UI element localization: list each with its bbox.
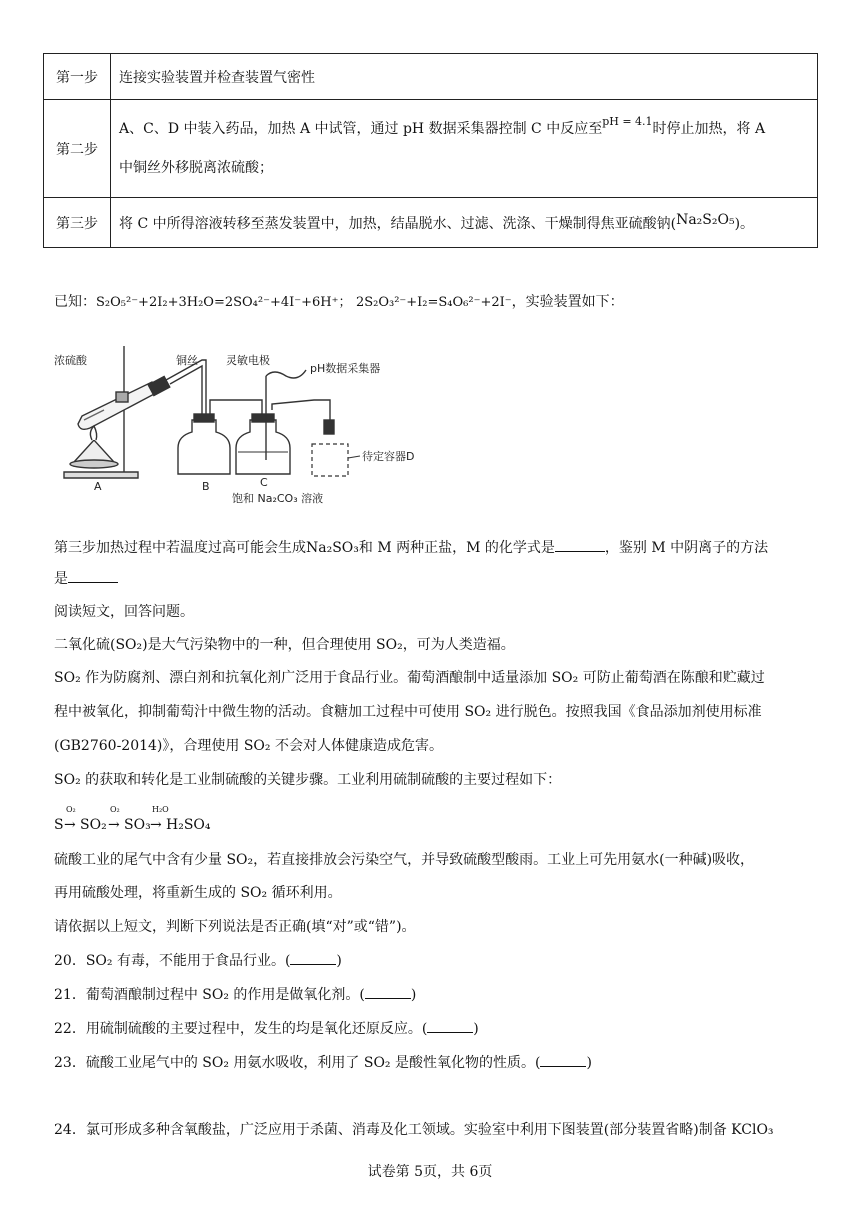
answer-blank-21[interactable]: [365, 986, 411, 999]
answer-blank-22[interactable]: [427, 1020, 473, 1033]
answer-blank-method[interactable]: [68, 570, 118, 583]
passage-p1: 二氧化硫(SO₂)是大气污染物中的一种，但合理使用 SO₂，可为人类造福。: [54, 637, 515, 653]
item-text: 葡萄酒酿制过程中 SO₂ 的作用是做氧化剂。(: [85, 987, 365, 1003]
item-paren: ): [473, 1021, 479, 1037]
question-text: 第三步加热过程中若温度过高可能会生成: [54, 540, 306, 556]
item-paren: ): [336, 953, 342, 969]
species-h2so4: H₂SO₄: [166, 817, 211, 833]
species-so3: SO₃: [124, 817, 151, 833]
item-text: 硫酸工业尾气中的 SO₂ 用氨水吸收，利用了 SO₂ 是酸性氧化物的性质。(: [85, 1055, 541, 1071]
label-c: C: [260, 476, 268, 489]
species-so2: SO₂: [80, 817, 107, 833]
arrow-icon: →: [108, 817, 120, 833]
passage-p5: 请依据以上短文，判断下列说法是否正确(填“对”或“错”)。: [54, 919, 416, 935]
step-row-2: [44, 100, 818, 198]
item-21: [54, 985, 416, 1005]
question-24: 24．氯可形成多种含氧酸盐，广泛应用于杀菌、消毒及化工领域。实验室中利用下图装置(部分装置省略)制备 KClO₃: [54, 1122, 774, 1138]
arrow-icon: →: [64, 817, 76, 833]
step-label: 第二步: [44, 100, 111, 198]
item-text: SO₂ 有毒，不能用于食品行业。(: [85, 953, 291, 969]
item-paren: ): [586, 1055, 592, 1071]
equation-2: 2S₂O₃²⁻+I₂=S₄O₆²⁻+2I⁻: [355, 295, 512, 310]
step-text-part: A、C、D 中装入药品，加热 A 中试管，通过 pH 数据采集器控制 C 中反应至: [119, 121, 603, 137]
item-number: 23．: [54, 1055, 86, 1071]
ph-value: pH = 4.1: [602, 115, 653, 128]
page-footer: 试卷第 5页，共 6页: [367, 1164, 493, 1180]
label-a: A: [94, 480, 102, 493]
passage-p2c: (GB2760-2014)》，合理使用 SO₂ 不会对人体健康造成危害。: [54, 738, 443, 754]
reagent-h2o: H₂O: [152, 805, 169, 814]
item-number: 20．: [54, 953, 86, 969]
passage-p3: SO₂ 的获取和转化是工业制硫酸的关键步骤。工业利用硫制硫酸的主要过程如下：: [54, 772, 562, 788]
question-line-2: [54, 569, 118, 589]
step-label: 第三步: [44, 198, 111, 248]
step-row-3: [44, 198, 818, 248]
arrow-icon: →: [150, 817, 162, 833]
label-acid: 浓硫酸: [54, 354, 87, 367]
answer-blank-23[interactable]: [540, 1054, 586, 1067]
label-b: B: [202, 480, 210, 493]
step-text-part: 时停止加热，将 A: [652, 121, 766, 137]
step-text: [111, 198, 818, 248]
step-text-part: 将 C 中所得溶液转移至蒸发装置中，加热，结晶脱水、过滤、洗涤、干燥制得焦亚硫酸钠(: [119, 215, 677, 232]
reagent-o2-2: O₂: [110, 805, 120, 814]
item-23: [54, 1053, 592, 1073]
item-text: 用硫制硫酸的主要过程中，发生的均是氧化还原反应。(: [85, 1021, 428, 1037]
label-solution: 饱和 Na₂CO₃ 溶液: [232, 492, 324, 505]
label-copper-wire: 铜丝: [176, 354, 198, 367]
answer-blank-m[interactable]: [555, 539, 605, 552]
formula-na2so3: Na₂SO₃: [306, 540, 359, 556]
label-ph-collector: pH数据采集器: [310, 362, 381, 375]
label-electrode: 灵敏电极: [226, 354, 270, 367]
passage-p4a: 硫酸工业的尾气中含有少量 SO₂，若直接排放会污染空气，并导致硫酸型酸雨。工业上可先用氨水(一种碱)吸收，: [54, 852, 755, 868]
passage-p4b: 再用硫酸处理，将重新生成的 SO₂ 循环利用。: [54, 885, 342, 901]
formula-na2s2o5: Na₂S₂O₅: [676, 211, 735, 228]
reagent-o2-1: O₂: [66, 805, 76, 814]
apparatus-diagram: [54, 340, 434, 510]
question-text: 是: [54, 571, 68, 587]
item-number: 22．: [54, 1021, 86, 1037]
known-prefix: 已知：: [54, 294, 96, 310]
known-suffix: ，实验装置如下：: [511, 294, 624, 310]
step-text: 连接实验装置并检查装置气密性: [111, 54, 818, 100]
answer-blank-20[interactable]: [290, 952, 336, 965]
step-text-part: )。: [734, 215, 755, 232]
equation-1: S₂O₅²⁻+2I₂+3H₂O=2SO₄²⁻+4I⁻+6H⁺；: [96, 295, 352, 310]
steps-table: [43, 53, 818, 248]
passage-intro: 阅读短文，回答问题。: [54, 604, 194, 620]
question-line-1: [54, 538, 768, 558]
step-text-part: 中铜丝外移脱离浓硫酸；: [119, 160, 273, 176]
item-number: 21．: [54, 987, 86, 1003]
question-text: 和 M 两种正盐，M 的化学式是: [358, 540, 555, 556]
passage-p2a: SO₂ 作为防腐剂、漂白剂和抗氧化剂广泛用于食品行业。葡萄酒酿制中适量添加 SO₂ 可防止葡萄酒在陈酿和贮藏过: [54, 670, 765, 686]
item-20: [54, 951, 342, 971]
reaction-chain: [54, 805, 314, 839]
passage-p2b: 程中被氧化，抑制葡萄汁中微生物的活动。食糖加工过程中可使用 SO₂ 进行脱色。按照我国《食品添加剂使用标准: [54, 704, 762, 720]
known-line: [54, 292, 624, 313]
label-container-d: 待定容器D: [362, 450, 415, 463]
step-row-1: [44, 54, 818, 100]
step-text: [111, 100, 818, 198]
item-paren: ): [410, 987, 417, 1003]
species-s: S: [54, 817, 64, 833]
question-text: ，鉴别 M 中阴离子的方法: [604, 540, 769, 556]
step-label: 第一步: [44, 54, 111, 100]
item-22: [54, 1019, 479, 1039]
